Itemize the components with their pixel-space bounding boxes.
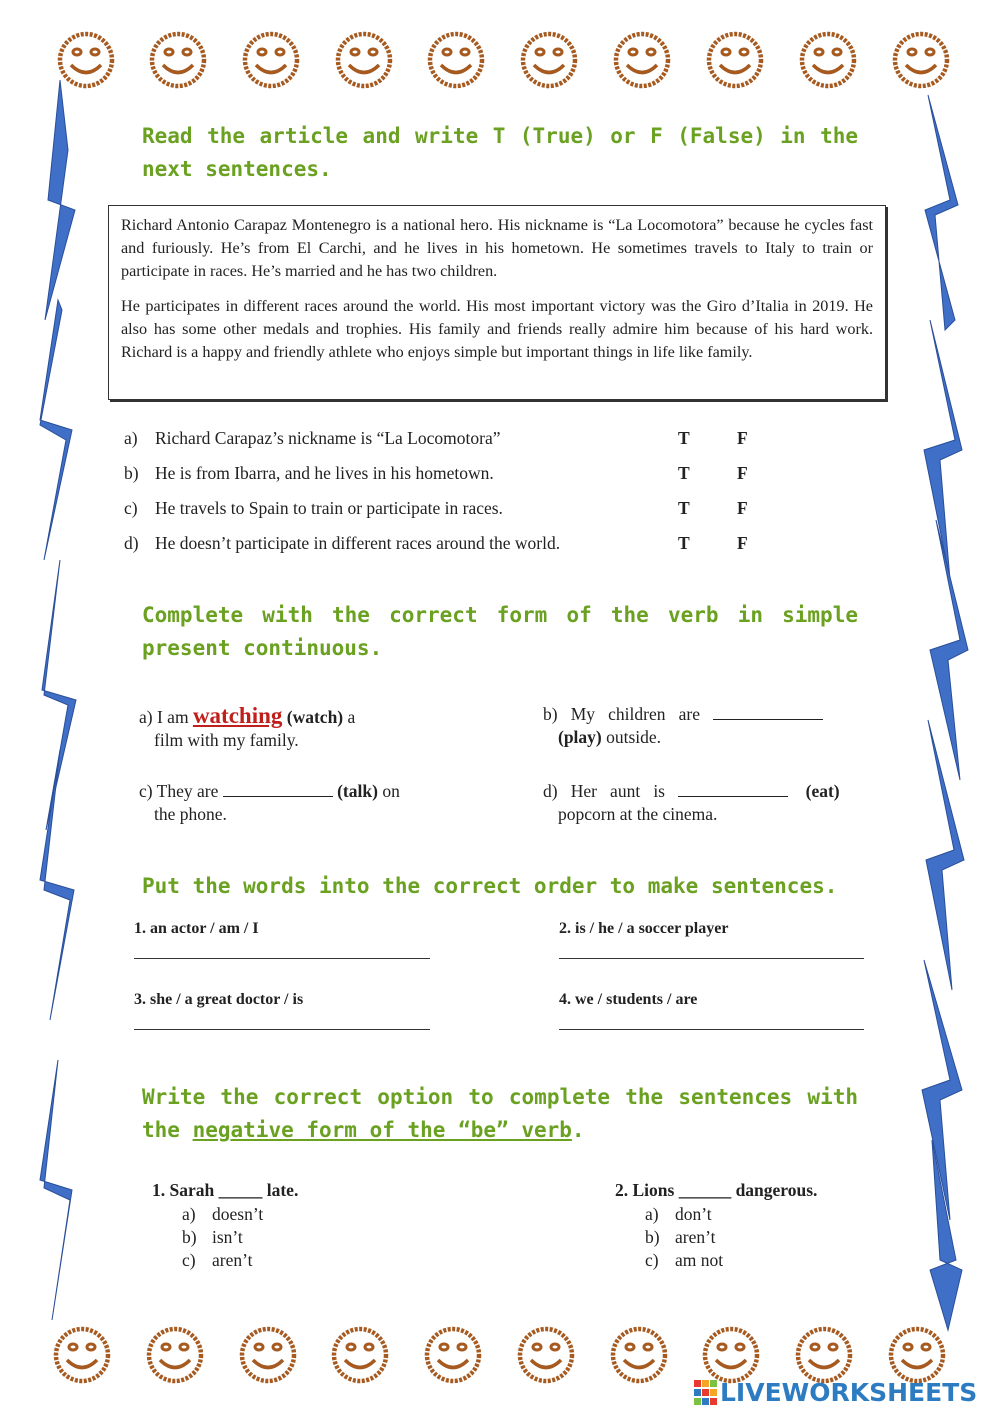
word-order-2: 2. is / he / a soccer player (559, 920, 729, 937)
answer-line-2[interactable] (559, 958, 864, 959)
verb-hint: (watch) (286, 707, 344, 727)
section3-heading: Put the words into the correct order to make sentences. (142, 874, 838, 898)
article-paragraph-1: Richard Antonio Carapaz Montenegro is a national hero. His nickname is “La Locomotora” because he cycles fast and furiously. He’s from El Carchi, and he lives in his hometown. He sometimes travels to Italy to train or participate in races. He’s married and he has two children. (121, 216, 873, 280)
item-text: on (377, 781, 400, 801)
verb-hint: (eat) (805, 781, 840, 801)
section2-heading: Complete with the correct form of the verb in simple present continuous. (142, 603, 858, 660)
liveworksheets-logo-icon (694, 1380, 718, 1406)
article-box (108, 205, 886, 400)
item-text: outside. (601, 727, 662, 747)
section4-heading-part2: negative form of the “be” verb (192, 1118, 572, 1142)
answer-blank[interactable] (223, 778, 333, 797)
answer-watching[interactable]: watching (192, 703, 283, 728)
answer-line-1[interactable] (134, 958, 430, 959)
option-letter: b) (645, 1227, 660, 1247)
true-option[interactable]: T (678, 463, 690, 483)
item-text: popcorn at the cinema. (558, 804, 718, 824)
verb-hint: (talk) (337, 781, 378, 801)
statement-text: He travels to Spain to train or participate in races. (155, 498, 503, 518)
answer-line-3[interactable] (134, 1029, 430, 1030)
item-text: b) My children are (543, 704, 714, 724)
mc-question-1: 1. Sarah _____ late. (152, 1180, 299, 1200)
false-option[interactable]: F (737, 463, 748, 483)
verb-hint: (play) (558, 727, 602, 747)
top-smiley-row (60, 34, 947, 86)
verb-item-b (543, 701, 861, 749)
true-option[interactable]: T (678, 498, 690, 518)
true-option[interactable]: T (678, 533, 690, 553)
statement-text: He doesn’t participate in different races around the world. (155, 533, 561, 553)
item-text: the phone. (154, 804, 227, 824)
option-letter: c) (182, 1250, 196, 1270)
statement-label: c) (124, 498, 138, 518)
word-order-1: 1. an actor / am / I (134, 920, 259, 937)
option-text: don’t (675, 1204, 712, 1224)
option-text: am not (675, 1250, 724, 1270)
item-text: c) They are (139, 781, 223, 801)
mc-option[interactable] (182, 1227, 243, 1248)
false-option[interactable]: F (737, 428, 748, 448)
mc-option[interactable] (645, 1204, 712, 1225)
section4-heading-period: . (571, 1118, 585, 1142)
section4-heading-part1: Write the correct option to complete the sentences with the (142, 1085, 858, 1142)
item-text: d) Her aunt is (543, 781, 679, 801)
verb-item-a (139, 704, 429, 752)
word-order-4: 4. we / students / are (559, 991, 698, 1008)
verb-item-d (543, 778, 861, 826)
right-lightning (922, 95, 968, 1330)
statement-label: d) (124, 533, 139, 553)
answer-blank[interactable] (713, 701, 823, 720)
answer-line-4[interactable] (559, 1029, 864, 1030)
liveworksheets-logo[interactable]: LIVEWORKSHEETS (720, 1378, 978, 1407)
statement-text: He is from Ibarra, and he lives in his hometown. (155, 463, 494, 483)
item-text: film with my family. (154, 730, 299, 750)
option-letter: c) (645, 1250, 659, 1270)
true-option[interactable]: T (678, 428, 690, 448)
statement-label: b) (124, 463, 139, 483)
verb-item-c (139, 778, 429, 826)
section1-heading: Read the article and write T (True) or F (False) in the next sentences. (142, 124, 858, 181)
mc-question-2: 2. Lions ______ dangerous. (615, 1180, 818, 1200)
option-letter: a) (182, 1204, 196, 1224)
mc-option[interactable] (182, 1250, 253, 1271)
false-option[interactable]: F (737, 498, 748, 518)
left-lightning (40, 80, 76, 1320)
article-paragraph-2: He participates in different races around the world. His most important victory was the Giro d’Italia in 2019. He also has some other medals and trophies. His family and friends really admire him because of his hard work. Richard is a happy and friendly athlete who enjoys simple but important things in life like family. (121, 297, 873, 361)
option-letter: b) (182, 1227, 197, 1247)
false-option[interactable]: F (737, 533, 748, 553)
item-text: a) I am (139, 707, 193, 727)
mc-option[interactable] (182, 1204, 263, 1225)
option-letter: a) (645, 1204, 659, 1224)
option-text: aren’t (675, 1227, 716, 1247)
word-order-3: 3. she / a great doctor / is (134, 991, 304, 1008)
section4-heading (142, 1081, 858, 1147)
option-text: isn’t (212, 1227, 243, 1247)
mc-option[interactable] (645, 1250, 723, 1271)
item-text: a (343, 707, 356, 727)
bottom-smiley-row (56, 1329, 943, 1381)
mc-option[interactable] (645, 1227, 716, 1248)
answer-blank[interactable] (678, 778, 788, 797)
option-text: doesn’t (212, 1204, 264, 1224)
statement-label: a) (124, 428, 138, 448)
option-text: aren’t (212, 1250, 253, 1270)
statement-text: Richard Carapaz’s nickname is “La Locomotora” (155, 428, 501, 448)
